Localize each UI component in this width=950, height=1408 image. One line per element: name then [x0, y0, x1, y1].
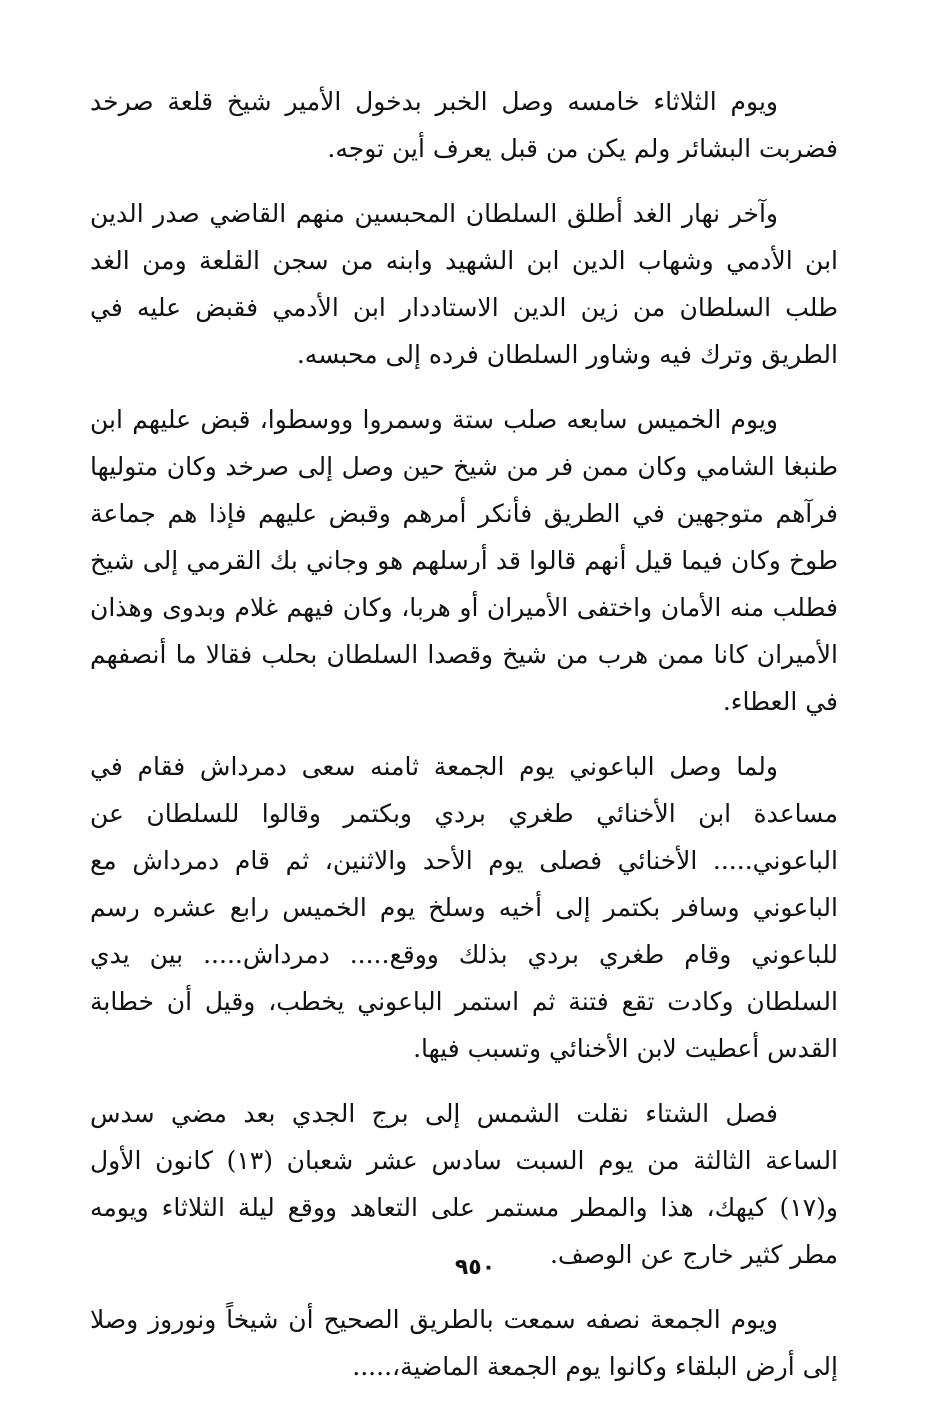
page-body [90, 78, 838, 1408]
page-number: ٩٥٠ [454, 1255, 496, 1280]
paragraph: وآخر نهار الغد أطلق السلطان المحبسين منهم القاضي صدر الدين ابن الأدمي وشهاب الدين ابن الشهيد وابنه من سجن القلعة ومن الغد طلب السلطان من زين الدين الاستاددار ابن الأدمي فقبض عليه في الطريق وترك فيه وشاور السلطان فرده إلى محبسه. [90, 199, 838, 369]
paragraph: ويوم الثلاثاء خامسه وصل الخبر بدخول الأمير شيخ قلعة صرخد فضربت البشائر ولم يكن من قبل يعرف أين توجه. [90, 87, 838, 163]
paragraph: فصل الشتاء نقلت الشمس إلى برج الجدي بعد مضي سدس الساعة الثالثة من يوم السبت سادس عشر شعبان (١٣) كانون الأول و(١٧) كيهك، هذا والمطر مستمر على التعاهد ووقع ليلة الثلاثاء ويومه مطر كثير خارج عن الوصف. [90, 1099, 839, 1269]
paragraph: ويوم الخميس سابعه صلب ستة وسمروا ووسطوا، قبض عليهم ابن طنبغا الشامي وكان ممن فر من شيخ حين وصل إلى صرخد وكان متوليها فرآهم متوجهين في الطريق فأنكر أمرهم وقبض عليهم فإذا هم جماعة طوخ وكان فيما قيل أنهم قالوا قد أرسلهم هو وجاني بك القرمي إلى شيخ فطلب منه الأمان واختفى الأميران أو هربا، وكان فيهم غلام وبدوى وهذان الأميران كانا ممن هرب من شيخ وقصدا السلطان بحلب فقالا ما أنصفهم في العطاء. [90, 405, 839, 716]
paragraph: ولما وصل الباعوني يوم الجمعة ثامنه سعى دمرداش فقام في مساعدة ابن الأخنائي طغري بردي وبكتمر وقالوا للسلطان عن الباعوني..... الأخنائي فصلى يوم الأحد والاثنين، ثم قام دمرداش مع الباعوني وسافر بكتمر إلى أخيه وسلخ يوم الخميس رابع عشره رسم للباعوني وقام طغري بردي بذلك ووقع..... دمرداش..... بين يدي السلطان وكادت تقع فتنة ثم استمر الباعوني يخطب، وقيل أن خطابة القدس أعطيت لابن الأخنائي وتسبب فيها. [90, 752, 838, 1063]
paragraph: ويوم الجمعة نصفه سمعت بالطريق الصحيح أن شيخاً ونوروز وصلا إلى أرض البلقاء وكانوا يوم الجمعة الماضية،..... [90, 1305, 838, 1381]
